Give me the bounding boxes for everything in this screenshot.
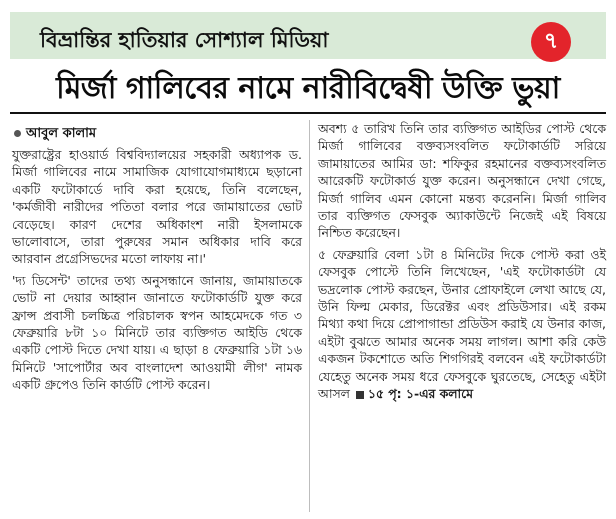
section-banner xyxy=(10,12,606,59)
byline xyxy=(14,124,96,145)
article-headline: মির্জা গালিবের নামে নারীবিদ্বেষী উক্তি ভুয়া xyxy=(56,71,560,106)
square-bullet-icon xyxy=(356,391,364,399)
section-title: বিভ্রান্তির হাতিয়ার সোশ্যাল মিডিয়া xyxy=(40,28,329,52)
headline-divider xyxy=(10,112,606,114)
paragraph xyxy=(318,246,606,403)
paragraph: অবশ্য ৫ তারিখ তিনি তার ব্যক্তিগত আইডির পোস্ট থেকে মির্জা গালিবের বক্তব্যসংবলিত ফটোকার্ডটি সরিয়ে জামায়াতের আমির ডা: শফিকুর রহমানের বক্তব্যসংবলিত আরেকটি ফটোকার্ড যুক্ত করেন। অনুসন্ধানে দেখা গেছে, মির্জা গালিব এমন কোনো মন্তব্য করেননি। মির্জা গালিব তার ব্যক্তিগত ফেসবুক অ্যাকাউন্টে নিজেই এই বিষয়ে নিশ্চিত করেছেন। xyxy=(318,121,606,241)
column-divider xyxy=(309,120,310,512)
right-column xyxy=(318,120,606,407)
page-number-badge: ৭ xyxy=(531,22,571,62)
paragraph: 'দ্য ডিসেন্ট' তাদের তথ্য অনুসন্ধানে জানায়, জামায়াতকে ভোট না দেয়ার আহ্বান জানাতে ফটোকার্ডটি যুক্ত করে ফ্রান্স প্রবাসী চলচ্চিত্র পরিচালক স্বপন আহমেদকে গত ৩ ফেব্রুয়ারি ৮টা ১০ মিনিটে তার ব্যক্তিগত আইডি থেকে একটি পোস্ট দিতে দেখা যায়। এ ছাড়া ৪ ফেব্রুয়ারি ১টা ১৬ মিনিটে 'সাপোর্টার অব বাংলাদেশ আওয়ামী লীগ' নামক একটি গ্রুপেও তিনি কার্ডটি পোস্ট করেন। xyxy=(12,272,302,393)
continuation-note xyxy=(354,386,473,401)
author-name: আবুল কালাম xyxy=(26,126,97,141)
paragraph: যুক্তরাষ্ট্রের হাওয়ার্ড বিশ্ববিদ্যালয়ের সহকারী অধ্যাপক ড. মির্জা গালিবের নামে সামাজিক যোগাযোগমাধ্যমে ছড়ানো একটি ফটোকার্ডে দাবি করা হয়েছে, তিনি বলেছেন, 'কর্মজীবী নারীদের পতিতা বলার পরে জামায়াতের ভোট বেড়েছে। কারণ দেশের অধিকাংশ নারী ইসলামকে ভালোবাসে, তারা পুরুষের সমান অধিকার দাবি করে আরবান প্রগ্রেসিভদের মতো লাফায় না।' xyxy=(12,147,302,267)
left-column xyxy=(12,146,302,398)
continuation-text: ১৫ পৃ: ১-এর কলামে xyxy=(367,386,473,402)
bullet-icon xyxy=(14,130,21,137)
paragraph-text: ৫ ফেব্রুয়ারি বেলা ১টা ৪ মিনিটের দিকে পোস্ট করা ওই ফেসবুক পোস্টে তিনি লিখেছেন, 'এই ফটোকার্ডটা যে ভদ্রলোক পোস্ট করছেন, উনার প্রোফাইলে লেখা আছে যে, উনি ফিল্ম মেকার, ডিরেক্টর এবং প্রডিউসার। এই রকম মিথ্যা কথা দিয়ে প্রোপাগান্ডা প্রডিউস করাই যে উনার কাজ, এইটা বুঝতে আমার অনেক সময় লাগল। আশা করি কেউ একজন টকশোতে অতি শিগগিরই বলবেন এই ফটোকার্ডটা যেহেতু অনেক সময় ধরে ফেসবুকে ঘুরতেছে, সেহেতু এইটা আসল xyxy=(318,246,606,402)
